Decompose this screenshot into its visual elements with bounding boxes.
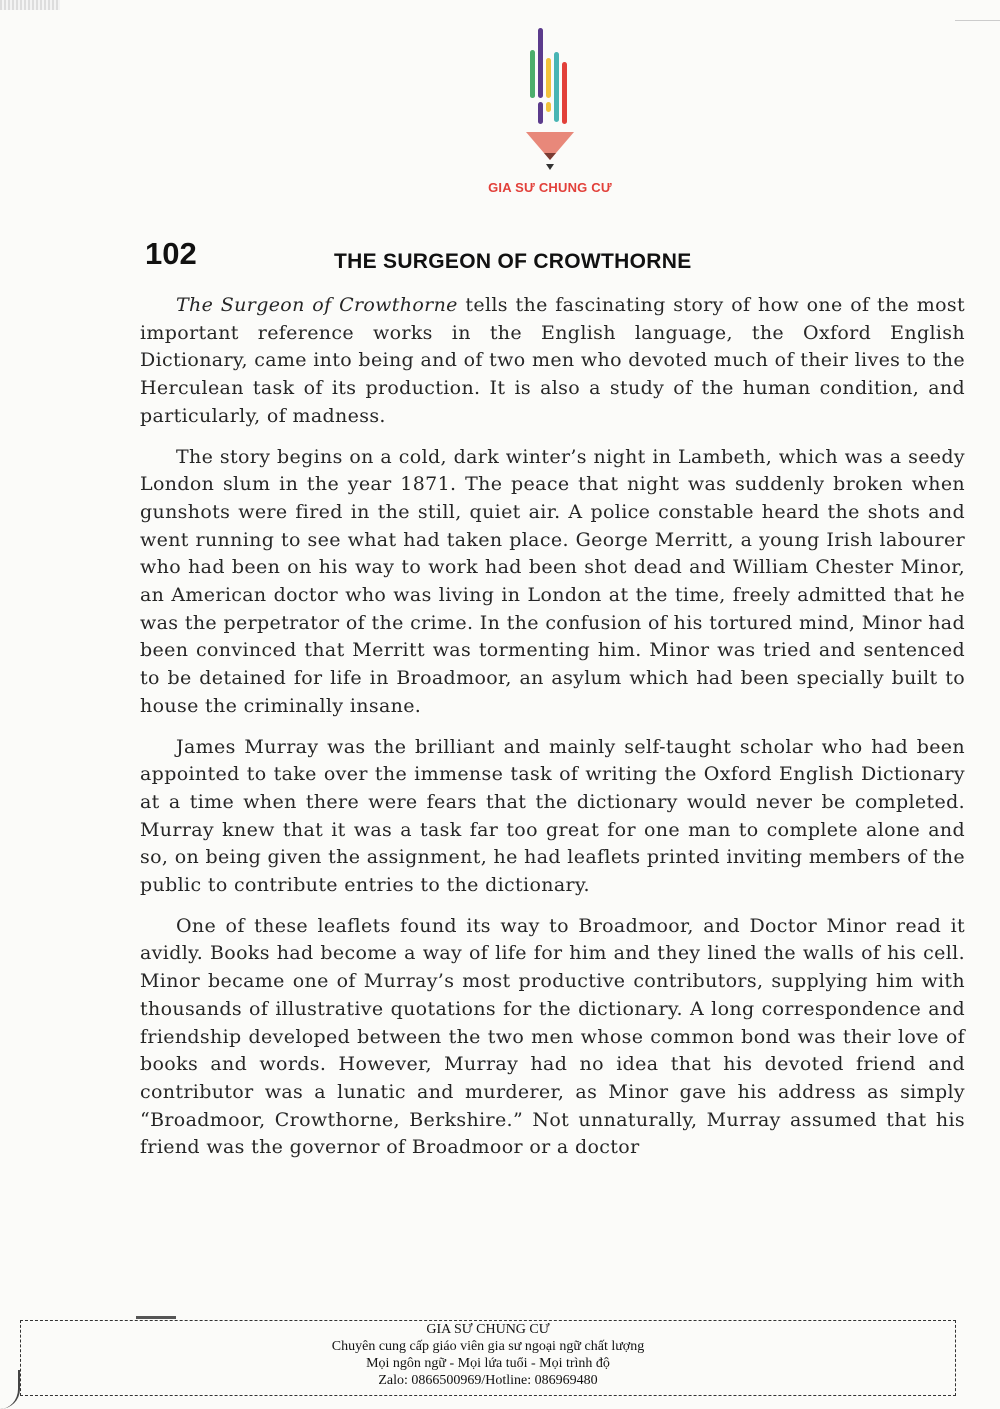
chapter-title: THE SURGEON OF CROWTHORNE bbox=[334, 250, 692, 273]
paragraph-2: The story begins on a cold, dark winter’s night in Lambeth, which was a seedy London slum in the year 1871. The peace that night was suddenly broken when gunshots were fired in the still, quiet air. A police constable heard the shots and went running to see what had taken place. George Merritt, a young Irish labourer who had been on his way to work had been shot dead and William Chester Minor, an American doctor who was living in London at the time, freely admitted that he was the perpetrator of the crime. In the confusion of his tortured mind, Minor had been convinced that Merritt was tormenting him. Minor was tried and sentenced to be detained for life in Broadmoor, an asylum which had been specially built to house the criminally insane. bbox=[140, 445, 965, 717]
footer-tagline: Chuyên cung cấp giáo viên gia sư ngoại ngữ chất lượng bbox=[331, 1339, 645, 1354]
paragraph-1-text: tells the fascinating story of how one of the most important reference works in the English language, the Oxford English Dictionary, came into being and of two men who devoted much of their lives to the Herculean task of its production. It is also a study of the human condition, and particularly, of madness. bbox=[140, 294, 965, 427]
paragraph-1 bbox=[140, 292, 965, 431]
pencil-bars-icon bbox=[520, 28, 580, 173]
brand-name: GIA SƯ CHUNG CƯ bbox=[488, 180, 612, 195]
footer-contact: Zalo: 0866500969/Hotline: 086969480 bbox=[378, 1373, 598, 1388]
paragraph-3: James Murray was the brilliant and mainly self-taught scholar who had been appointed to take over the immense task of writing the Oxford English Dictionary at a time when there were fears that the dictionary would never be completed. Murray knew that it was a task far too great for one man to complete alone and so, on being given the assignment, he had leaflets printed inviting members of the public to contribute entries to the dictionary. bbox=[140, 735, 965, 897]
paragraph-4: One of these leaflets found its way to Broadmoor, and Doctor Minor read it avidly. Books had become a way of life for him and they lined the walls of his cell. Minor became one of Murray’s most productive contributors, supplying him with thousands of illustrative quotations for the dictionary. A long correspondence and friendship developed between the two men whose common bond was their love of books and words. However, Murray had no idea that his devoted friend and contributor was a lunatic and murderer, as Minor gave his address as simply “Broadmoor, Crowthorne, Berkshire.” Not unnaturally, Murray assumed that his friend was the governor of Broadmoor or a doctor bbox=[140, 914, 965, 1159]
scan-corner-shadow-left bbox=[0, 1370, 20, 1409]
footer-brand: GIA SƯ CHUNG CƯ bbox=[426, 1322, 550, 1337]
body-text bbox=[140, 292, 965, 1175]
footer-audience: Mọi ngôn ngữ - Mọi lứa tuổi - Mọi trình độ bbox=[366, 1356, 610, 1371]
footer-ad-box bbox=[20, 1320, 956, 1396]
scan-edge-strip bbox=[0, 0, 60, 10]
brand-logo bbox=[470, 20, 630, 200]
page-number: 102 bbox=[145, 236, 197, 271]
book-title: The Surgeon of Crowthorne bbox=[176, 294, 458, 316]
scan-mark bbox=[136, 1316, 176, 1319]
scan-corner-shadow bbox=[955, 0, 1000, 21]
